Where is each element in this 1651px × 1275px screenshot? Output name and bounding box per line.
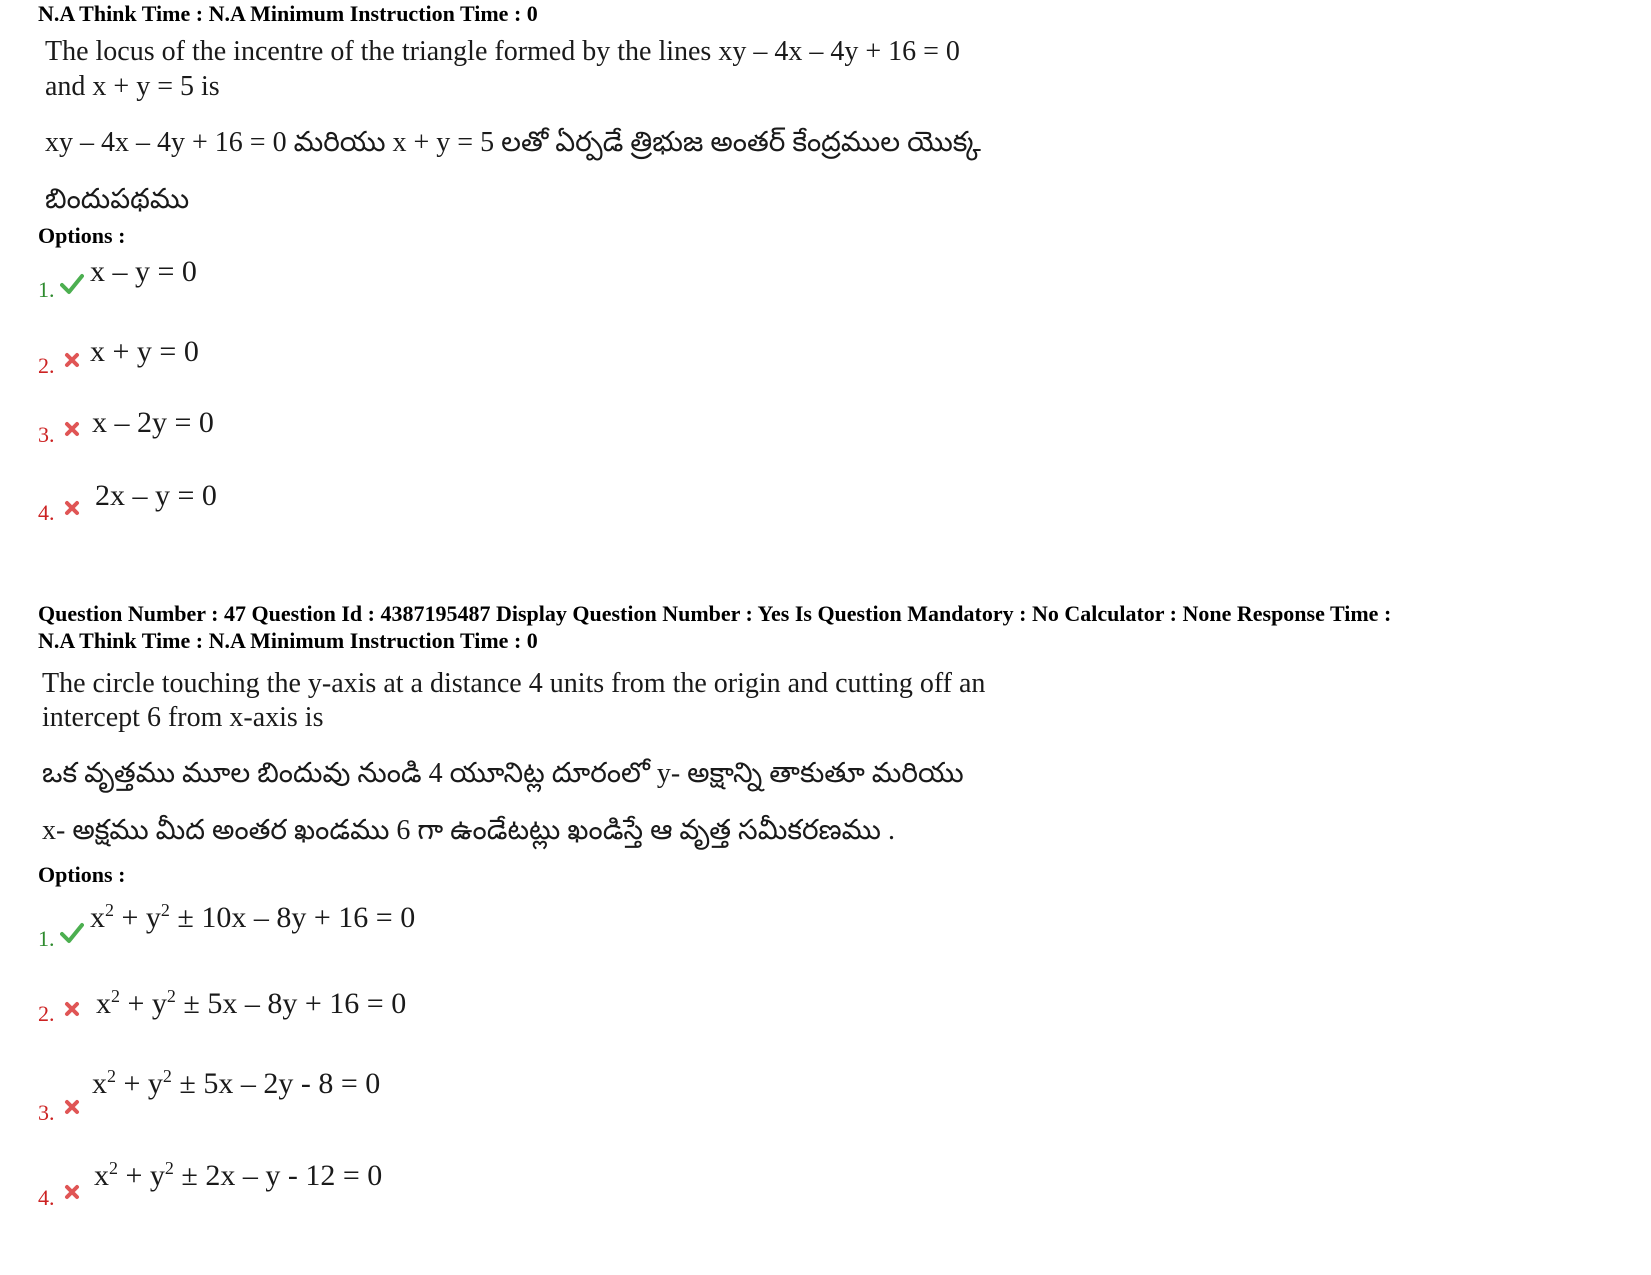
q47-option-1-number: 1. <box>38 926 55 951</box>
cross-icon <box>64 421 80 442</box>
check-icon <box>60 922 84 949</box>
q46-text-telugu-line2: బిందుపథము <box>45 184 190 215</box>
q46-option-2-text: x + y = 0 <box>90 335 199 368</box>
q47-text-telugu-line2: x- అక్షము మీద అంతర ఖండము 6 గా ఉండేటట్లు ఖండిస్తే ఆ వృత్త సమీకరణము . <box>42 815 895 846</box>
q46-meta-line: N.A Think Time : N.A Minimum Instruction Time : 0 <box>38 1 538 26</box>
q47-option-1-text: $x^2 + y^2 \pm 10x - 8y + 16 = 0$ <box>90 900 416 934</box>
cross-icon <box>64 352 80 373</box>
q47-options-label: Options : <box>38 862 126 887</box>
cross-icon <box>64 1184 80 1205</box>
q47-meta-line1: Question Number : 47 Question Id : 4387195487 Display Question Number : Yes Is Question Mandatory : No Calculator : None Response Time : <box>38 601 1392 626</box>
q46-option-1-text: x – y = 0 <box>90 255 197 288</box>
check-icon <box>60 273 84 300</box>
q47-text-english-line2: intercept 6 from x-axis is <box>42 702 324 733</box>
q47-text-telugu-line1: ఒక వృత్తము మూల బిందువు నుండి 4 యూనిట్ల దూరంలో y- అక్షాన్ని తాకుతూ మరియు <box>42 758 964 789</box>
q46-text-telugu-line1: xy – 4x – 4y + 16 = 0 మరియు x + y = 5 లతో ఏర్పడే త్రిభుజ అంతర్ కేంద్రముల యొక్క <box>45 127 981 158</box>
q47-option-2-number: 2. <box>38 1001 55 1026</box>
q47-option-4-text: $x^2 + y^2 \pm 2x - y - 12 = 0$ <box>94 1158 383 1192</box>
q46-option-2-number: 2. <box>38 353 55 378</box>
cross-icon <box>64 1099 80 1120</box>
q46-text-english-line1: The locus of the incentre of the triangle formed by the lines xy – 4x – 4y + 16 = 0 <box>45 36 960 67</box>
q47-option-3-text: $x^2 + y^2 \pm 5x - 2y - 8 = 0$ <box>92 1066 381 1100</box>
q47-option-4-number: 4. <box>38 1185 55 1210</box>
q46-option-3-number: 3. <box>38 422 55 447</box>
q46-option-3-text: x – 2y = 0 <box>92 406 214 439</box>
q46-option-1-number: 1. <box>38 277 55 302</box>
q47-option-2-text: $x^2 + y^2 \pm 5x - 8y + 16 = 0$ <box>96 986 407 1020</box>
q47-option-3-number: 3. <box>38 1100 55 1125</box>
cross-icon <box>64 500 80 521</box>
q47-meta-line2: N.A Think Time : N.A Minimum Instruction Time : 0 <box>38 628 538 653</box>
q47-text-english-line1: The circle touching the y-axis at a distance 4 units from the origin and cutting off an <box>42 668 986 699</box>
q46-text-english-line2: and x + y = 5 is <box>45 71 220 102</box>
q46-option-4-number: 4. <box>38 500 55 525</box>
cross-icon <box>64 1001 80 1022</box>
q46-option-4-text: 2x – y = 0 <box>95 479 217 512</box>
q46-options-label: Options : <box>38 223 126 248</box>
